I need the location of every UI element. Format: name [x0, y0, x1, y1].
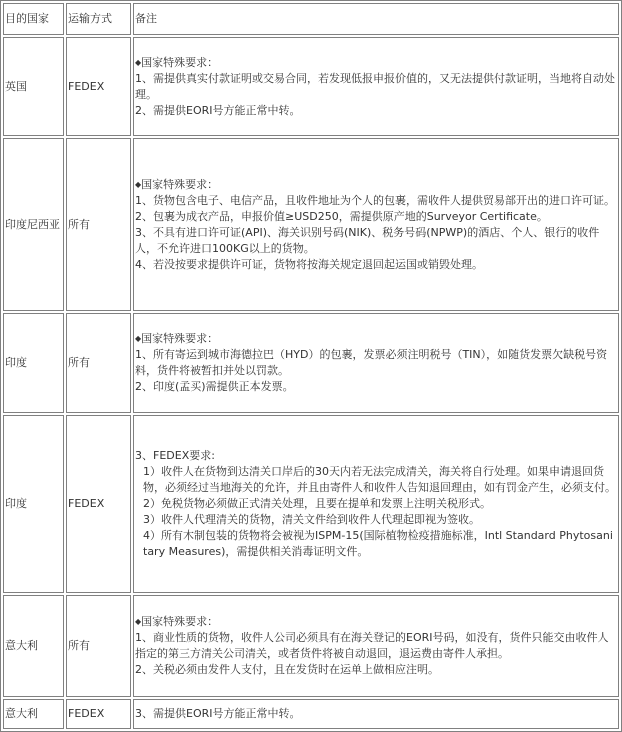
table-header-row [3, 3, 619, 35]
diamond-bullet-icon: ◆ [135, 179, 142, 189]
cell-method: FEDEX [66, 415, 131, 593]
cell-notes [133, 138, 619, 311]
remark-line: 3、FEDEX要求: [135, 449, 215, 462]
remark-line: 3、不具有进口许可证(API)、海关识别号码(NIK)、税务号码(NPWP)的酒店、个人、银行的收件人，不允许进口100KG以上的货物。 [135, 225, 600, 255]
cell-notes [133, 313, 619, 413]
table-row [3, 415, 619, 593]
header-notes: 备注 [133, 3, 619, 35]
cell-notes [133, 415, 619, 593]
cell-country: 印度 [3, 313, 64, 413]
table-row [3, 138, 619, 311]
header-shipping-method: 运输方式 [66, 3, 131, 35]
cell-notes [133, 37, 619, 136]
cell-notes [133, 595, 619, 697]
diamond-bullet-icon: ◆ [135, 617, 142, 626]
remark-line: 2、包裹为成衣产品，申报价值≥USD250，需提供原产地的Surveyor Certificate。 [135, 209, 548, 223]
remark-line: 1、需提供真实付款证明或交易合同，若发现低报申报价值的，又无法提供付款证明，当地将自动处理。 [135, 71, 615, 101]
diamond-bullet-icon: ◆ [135, 57, 142, 67]
header-destination-country: 目的国家 [3, 3, 64, 35]
remark-line: 1）收件人在货物到达清关口岸后的30天内若无法完成清关，海关将自行处理。如果申请退回货物，必须经过当地海关的允许，并且由寄件人和收件人告知退回理由，如有罚金产生，必须支付。 [143, 465, 616, 494]
remark-line: 3）收件人代理清关的货物，清关文件给到收件人代理起即视为签收。 [143, 513, 480, 526]
remark-line: 2、关税必须由发件人支付，且在发货时在运单上做相应注明。 [135, 663, 439, 676]
remark-line: 4、若没按要求提供许可证，货物将按海关规定退回起运国或销毁处理。 [135, 257, 483, 271]
cell-country: 印度 [3, 415, 64, 593]
table-row [3, 595, 619, 697]
remark-line: 1、所有寄运到城市海德拉巴（HYD）的包裹，发票必须注明税号（TIN），如随货发票欠缺税号资料，货件将被暂扣并处以罚款。 [135, 348, 608, 377]
remark-line: ◆国家特殊要求： [135, 55, 219, 69]
cell-method: FEDEX [66, 699, 131, 729]
cell-notes [133, 699, 619, 729]
table-row [3, 699, 619, 729]
remark-line: 4）所有木制包装的货物将会被视为ISPM-15(国际植物检疫措施标准，Intl Standard Phytosanitary Measures)，需提供相关消毒证明文件。 [143, 529, 613, 558]
table-row [3, 313, 619, 413]
cell-method: FEDEX [66, 37, 131, 136]
remark-line: ◆国家特殊要求： [135, 615, 219, 628]
remark-line: ◆国家特殊要求： [135, 332, 219, 345]
remark-line: 1、商业性质的货物，收件人公司必须具有在海关登记的EORI号码，如没有，货件只能交由收件人指定的第三方清关公司清关，或者货件将被自动退回，退运费由寄件人承担。 [135, 631, 609, 660]
remark-line: 3、需提供EORI号方能正常中转。 [135, 707, 301, 720]
cell-method: 所有 [66, 595, 131, 697]
remark-line: 2）免税货物必须做正式清关处理，且要在提单和发票上注明关税形式。 [143, 497, 491, 510]
remark-line: 1、货物包含电子、电信产品，且收件地址为个人的包裹，需收件人提供贸易部开出的进口许可证。 [135, 193, 615, 207]
cell-country: 英国 [3, 37, 64, 136]
cell-country: 印度尼西亚 [3, 138, 64, 311]
table-body [3, 37, 619, 729]
remark-line: ◆国家特殊要求： [135, 177, 219, 191]
cell-country: 意大利 [3, 699, 64, 729]
cell-method: 所有 [66, 313, 131, 413]
diamond-bullet-icon: ◆ [135, 334, 142, 343]
cell-country: 意大利 [3, 595, 64, 697]
remark-line: 2、需提供EORI号方能正常中转。 [135, 103, 301, 117]
remark-line: 2、印度(孟买)需提供正本发票。 [135, 380, 294, 393]
cell-method: 所有 [66, 138, 131, 311]
table-row [3, 37, 619, 136]
